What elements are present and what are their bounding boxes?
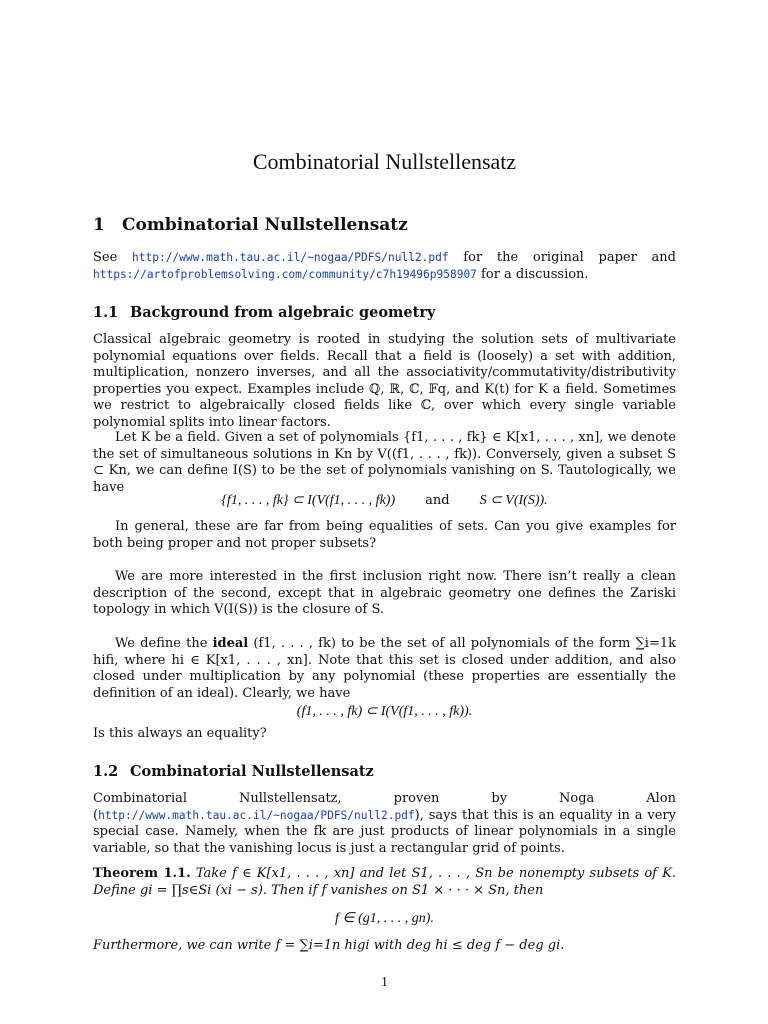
intro-see: See xyxy=(93,250,133,265)
equation-and: and xyxy=(425,493,450,508)
paragraph-general: In general, these are far from being equalities of sets. Can you give examples for both being proper and not proper subsets? xyxy=(93,519,676,551)
subsection-number: 1.1 xyxy=(93,304,119,321)
theorem-text: Take f ∈ K[x1, . . . , xn] and let S1, . . . , Sn be nonempty subsets of K. Define gi = ∏s∈Si (xi − s). Then if f vanishes on S1 × · · · × Sn, then xyxy=(93,866,676,898)
intro-paragraph xyxy=(93,250,676,283)
ideal-start: We define the xyxy=(115,636,213,651)
term-ideal: ideal xyxy=(212,636,249,651)
intro-mid: for the original paper and xyxy=(448,250,676,265)
equation-left: {f1, . . . , fk} ⊂ I(V(f1, . . . , fk)) xyxy=(221,493,396,508)
paragraph-background: Classical algebraic geometry is rooted in studying the solution sets of multivariate polynomial equations over fields. Recall that a field is (loosely) a set with addition, multiplication, nonzero inverses, and all the associativity/commutativity/distributivity properties you expect. Examples include ℚ, ℝ, ℂ, 𝔽q, and K(t) for K a field. Sometimes we restrict to algebraically closed fields like ℂ, over which every single variable polynomial splits into linear factors. xyxy=(93,332,676,430)
paragraph-zariski: We are more interested in the first inclusion right now. There isn’t really a clean description of the second, except that in algebraic geometry one defines the Zariski topology in which V(I(S)) is the closure of S. xyxy=(93,569,676,618)
link-null2-pdf[interactable]: http://www.math.tau.ac.il/~nogaa/PDFS/null2.pdf xyxy=(132,251,449,264)
page-number: 1 xyxy=(381,975,388,990)
display-equation-inclusions xyxy=(93,492,676,510)
subsection-heading-1-2 xyxy=(93,762,374,782)
display-equation-membership xyxy=(93,910,676,928)
theorem-label: Theorem 1.1. xyxy=(93,866,191,881)
subsection-title: Combinatorial Nullstellensatz xyxy=(130,763,374,780)
section-title: Combinatorial Nullstellensatz xyxy=(122,215,408,235)
alon-start: Combinatorial Nullstellensatz, proven by Noga Alon ( xyxy=(93,791,676,823)
equation-right: S ⊂ V(I(S)). xyxy=(479,493,548,508)
paragraph-definitions: Let K be a field. Given a set of polynomials {f1, . . . , fk} ∈ K[x1, . . . , xn], we denote the set of simultaneous solutions in Kn by V((f1, . . . , fk)). Conversely, given a subset S ⊂ Kn, we can define I(S) to be the set of polynomials vanishing on S. Tautologically, we have xyxy=(93,430,676,495)
equation-ideal: (f1, . . . , fk) ⊂ I(V(f1, . . . , fk)). xyxy=(296,704,473,719)
link-aops-discussion[interactable]: https://artofproblemsolving.com/community/c7h19496p958907 xyxy=(93,267,477,281)
alon-rest: ), says that this is an equality in a very special case. Namely, when the fk are just products of linear polynomials in a single variable, so that the vanishing locus is just a rectangular grid of points. xyxy=(93,807,676,856)
document-title: Combinatorial Nullstellensatz xyxy=(252,149,517,174)
subsection-heading-1-1 xyxy=(93,303,435,323)
theorem-1-1 xyxy=(93,866,676,899)
subsection-title: Background from algebraic geometry xyxy=(130,304,436,321)
ideal-rest: (f1, . . . , fk) to be the set of all polynomials of the form ∑i=1k hifi, where hi ∈ K[x1, . . . , xn]. Note that this set is closed under addition, and also closed under multiplication by any polynomial (these properties are essentially the definition of an ideal). Clearly, we have xyxy=(93,636,676,701)
section-number: 1 xyxy=(93,215,105,235)
paragraph-ideal xyxy=(93,636,676,702)
equation-membership: f ∈ (g1, . . . , gn). xyxy=(335,911,434,926)
paragraph-alon xyxy=(93,791,676,857)
theorem-continuation: Furthermore, we can write f = ∑i=1n higi with deg hi ≤ deg f − deg gi. xyxy=(93,938,565,953)
paragraph-question: Is this always an equality? xyxy=(93,726,267,741)
intro-end: for a discussion. xyxy=(476,266,589,282)
link-null2-pdf-2[interactable]: http://www.math.tau.ac.il/~nogaa/PDFS/null2.pdf xyxy=(98,808,415,822)
section-heading-1 xyxy=(93,214,408,236)
display-equation-ideal xyxy=(93,703,676,721)
subsection-number: 1.2 xyxy=(93,763,119,780)
